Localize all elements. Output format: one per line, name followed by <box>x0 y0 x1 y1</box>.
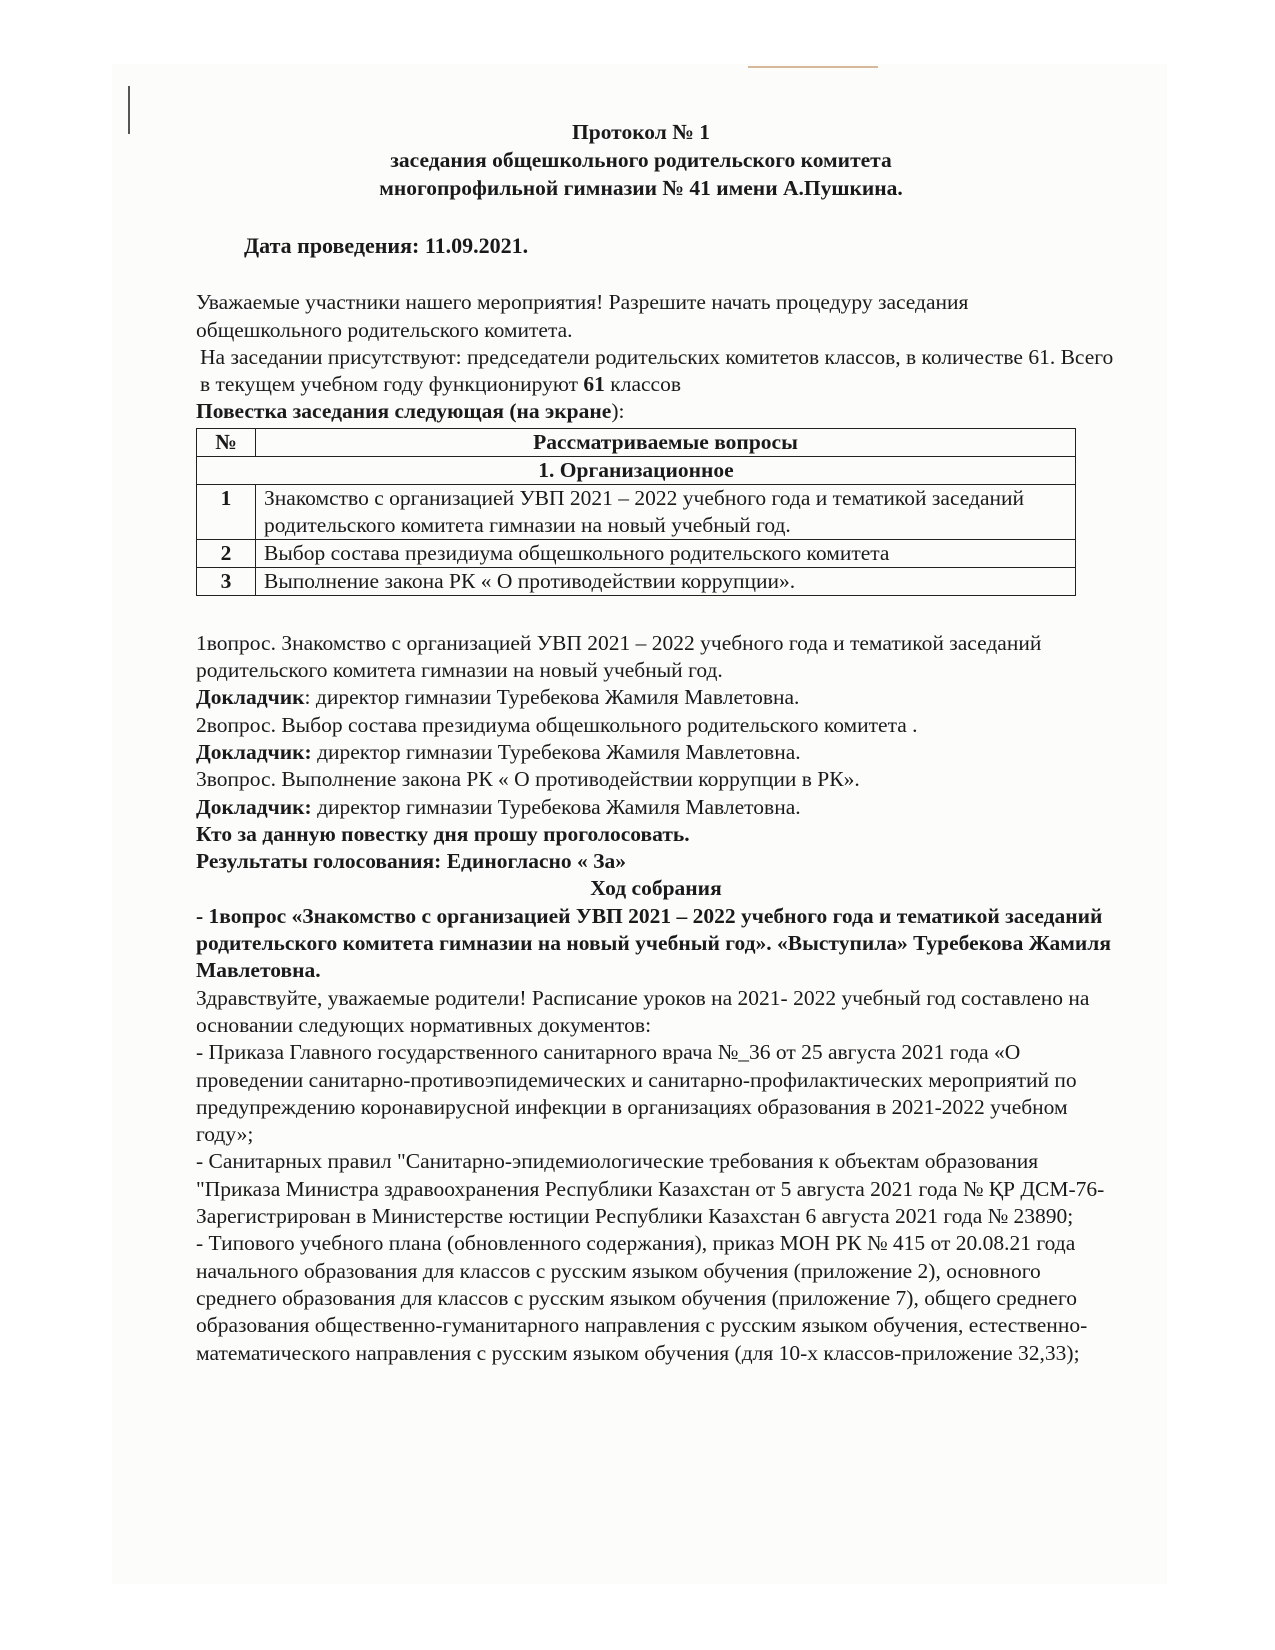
table-section-row <box>197 456 1076 484</box>
question-1-heading <box>196 903 1116 985</box>
table-header-row <box>197 428 1076 456</box>
intro-section <box>196 289 1116 425</box>
question-1: 1вопрос. Знакомство с организацией УВП 2021 – 2022 учебного года и тематикой заседаний родительского комитета гимназии на новый учебный год. <box>196 630 1042 683</box>
row-text: Выполнение закона РК « О противодействии коррупции». <box>256 567 1076 595</box>
vote-result <box>196 848 1116 875</box>
document-page <box>196 118 1116 1367</box>
title-line-1: Протокол № 1 <box>572 120 710 144</box>
agenda-table <box>196 428 1076 596</box>
agenda-intro <box>196 398 1116 425</box>
table-row <box>197 567 1076 595</box>
meeting-heading-text: Ход собрания <box>590 876 722 901</box>
intro-attendance <box>196 344 1116 399</box>
col-questions-header: Рассматриваемые вопросы <box>256 428 1076 456</box>
meeting-date: Дата проведения: 11.09.2021. <box>244 233 529 258</box>
row-text: Выбор состава президиума общешкольного родительского комитета <box>256 539 1076 567</box>
speech-paragraph-2: - Приказа Главного государственного санитарного врача №_36 от 25 августа 2021 года «О проведении санитарно-противоэпидемических и санитарно-профилактических мероприятий по предупреждению коронавирусной инфекции в организациях образования в 2021-2022 учебном году»; <box>196 1040 1077 1147</box>
question-1-speaker <box>196 684 1116 711</box>
speaker-label: Докладчик: <box>196 739 312 764</box>
agenda-intro-end: ): <box>611 399 625 424</box>
class-count: 61 <box>583 372 605 397</box>
speaker-label: Докладчик <box>196 685 305 710</box>
section-title: 1. Организационное <box>197 456 1076 484</box>
attendance-text: На заседании присутствуют: председатели родительских комитетов классов, в количестве 61. Всего в текущем учебном году функционируют <box>200 344 1114 397</box>
document-title <box>166 118 1116 202</box>
question-3-speaker <box>196 794 1116 821</box>
attendance-end: классов <box>610 372 682 397</box>
agenda-intro-bold: Повестка заседания следующая (на экране <box>196 399 612 424</box>
intro-greeting: Уважаемые участники нашего мероприятия! Разрешите начать процедуру заседания общешкольного родительского комитета. <box>196 290 969 342</box>
scan-edge-mark <box>128 86 130 134</box>
speech-paragraph-4: - Типового учебного плана (обновленного содержания), приказ МОН РК № 415 от 20.08.21 года начального образования для классов с русским языком обучения (приложение 2), основного среднего образования для классов с русским языком обучения (приложение 7), общего среднего образования общественно-гуманитарного направления с русским языком обучения, естественно-математического направления с русским языком обучения (для 10-х классов-приложение 32,33); <box>196 1231 1088 1365</box>
speaker-name: директор гимназии Туребекова Жамиля Мавлетовна. <box>311 794 801 819</box>
speech-paragraph-1: Здравствуйте, уважаемые родители! Расписание уроков на 2021- 2022 учебный год составлено на основании следующих нормативных документов: <box>196 985 1090 1037</box>
speech-paragraph-3: - Санитарных правил "Санитарно-эпидемиологические требования к объектам образования "Приказа Министра здравоохранения Республики Казахстан от 5 августа 2021 года № ҚР ДСМ-76- Зарегистрирован в Министерстве юстиции Республики Казахстан 6 августа 2021 года № 23890; <box>196 1149 1105 1229</box>
speaker-name: директор гимназии Туребекова Жамиля Мавлетовна. <box>311 739 801 764</box>
row-number: 1 <box>197 484 256 539</box>
row-number: 2 <box>197 539 256 567</box>
body-section <box>196 630 1116 1367</box>
vote-call-text: Кто за данную повестку дня прошу проголосовать. <box>196 821 690 846</box>
title-line-3: многопрофильной гимназии № 41 имени А.Пушкина. <box>379 176 903 200</box>
title-line-2: заседания общешкольного родительского комитета <box>390 148 892 172</box>
table-row <box>197 484 1076 539</box>
col-number-header: № <box>197 428 256 456</box>
question-2: 2вопрос. Выбор состава президиума общешкольного родительского комитета . <box>196 712 918 737</box>
vote-call <box>196 821 1116 848</box>
question-2-speaker <box>196 739 1116 766</box>
question-3: 3вопрос. Выполнение закона РК « О противодействии коррупции в РК». <box>196 767 860 792</box>
table-row <box>197 539 1076 567</box>
vote-result-text: Результаты голосования: Единогласно « За» <box>196 849 626 874</box>
meeting-heading <box>196 875 1116 902</box>
speaker-name: : директор гимназии Туребекова Жамиля Мавлетовна. <box>304 685 800 710</box>
row-number: 3 <box>197 567 256 595</box>
speaker-label: Докладчик: <box>196 794 312 819</box>
row-text: Знакомство с организацией УВП 2021 – 2022 учебного года и тематикой заседаний родительского комитета гимназии на новый учебный год. <box>256 484 1076 539</box>
question-1-heading-text: - 1вопрос «Знакомство с организацией УВП 2021 – 2022 учебного года и тематикой заседаний родительского комитета гимназии на новый учебный год». «Выступила» Туребекова Жамиля Мавлетовна. <box>196 903 1111 983</box>
scan-artifact-line <box>748 66 878 68</box>
